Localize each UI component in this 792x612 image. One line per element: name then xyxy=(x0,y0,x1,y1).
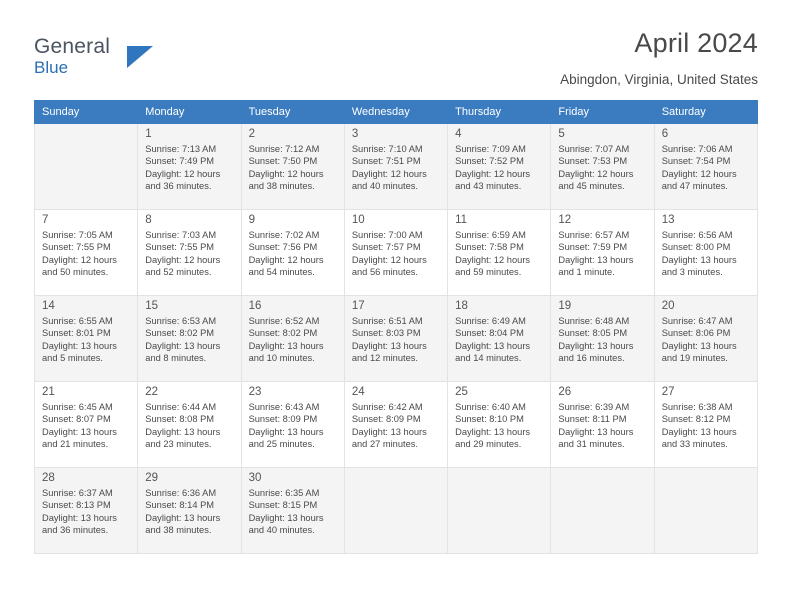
calendar-day-cell[interactable] xyxy=(138,124,241,210)
day-info-line: Sunrise: 7:00 AM xyxy=(351,230,423,240)
day-info-line: Daylight: 13 hours xyxy=(145,340,221,351)
day-info-line: Sunrise: 6:37 AM xyxy=(42,488,113,498)
day-info-line: Daylight: 13 hours xyxy=(42,340,117,351)
day-info-line: Sunrise: 7:09 AM xyxy=(455,144,526,154)
calendar-day-cell[interactable] xyxy=(35,468,138,554)
day-info xyxy=(145,229,235,279)
day-info-line: Sunset: 8:09 PM xyxy=(351,414,421,425)
day-info-line: and 10 minutes. xyxy=(248,353,315,364)
day-info-line: Sunset: 8:05 PM xyxy=(558,328,628,339)
calendar-day-cell[interactable] xyxy=(654,296,757,382)
day-info-line: Sunset: 7:50 PM xyxy=(248,156,318,167)
day-info-line: Sunset: 8:10 PM xyxy=(455,414,524,425)
day-info-line: Sunset: 7:59 PM xyxy=(558,242,628,253)
calendar-day-cell[interactable] xyxy=(448,124,551,210)
day-info-line: Sunset: 7:52 PM xyxy=(455,156,524,167)
calendar-day-cell[interactable] xyxy=(35,382,138,468)
calendar-day-cell[interactable] xyxy=(344,382,447,468)
day-info xyxy=(662,401,752,451)
day-info-line: Daylight: 13 hours xyxy=(455,340,531,351)
day-info xyxy=(249,487,339,537)
day-info-line: Sunrise: 6:44 AM xyxy=(145,402,217,412)
day-number: 1 xyxy=(145,128,152,140)
weekday-saturday: Saturday xyxy=(654,101,757,124)
day-info xyxy=(455,401,545,451)
calendar-day-cell[interactable] xyxy=(241,210,344,296)
calendar-day-cell[interactable] xyxy=(448,382,551,468)
day-info-line: and 27 minutes. xyxy=(351,439,418,450)
day-info-line: Sunrise: 6:57 AM xyxy=(558,230,630,240)
day-info-line: Daylight: 12 hours xyxy=(42,254,117,265)
day-number: 16 xyxy=(248,300,262,312)
calendar-day-cell[interactable] xyxy=(654,210,757,296)
day-info-line: Sunset: 8:12 PM xyxy=(661,414,731,425)
day-info-line: Daylight: 12 hours xyxy=(351,168,427,179)
day-info-line: Sunset: 7:53 PM xyxy=(558,156,628,167)
day-number: 13 xyxy=(661,214,675,226)
calendar-week-row xyxy=(35,468,758,554)
day-info-line: and 40 minutes. xyxy=(351,181,418,192)
calendar-day-cell[interactable] xyxy=(138,210,241,296)
day-info-line: and 23 minutes. xyxy=(145,439,212,450)
calendar-day-cell[interactable] xyxy=(35,296,138,382)
day-info-line: and 40 minutes. xyxy=(248,525,315,536)
day-info-line: Sunset: 8:01 PM xyxy=(42,328,111,339)
day-number: 25 xyxy=(455,386,468,398)
day-info-line: Sunset: 8:02 PM xyxy=(145,328,215,339)
day-info xyxy=(249,401,339,451)
day-info xyxy=(249,229,339,279)
weekday-sunday: Sunday xyxy=(35,101,138,124)
calendar-day-cell[interactable] xyxy=(138,296,241,382)
calendar-day-cell[interactable] xyxy=(35,210,138,296)
day-info xyxy=(455,315,545,365)
day-info-line: Daylight: 13 hours xyxy=(248,512,324,523)
day-info xyxy=(558,401,648,451)
day-info-line: and 50 minutes. xyxy=(42,267,109,278)
day-info-line: Sunrise: 6:52 AM xyxy=(248,316,320,326)
day-info-line: and 1 minute. xyxy=(558,267,615,278)
day-info-line: and 31 minutes. xyxy=(558,439,625,450)
day-info-line: Daylight: 13 hours xyxy=(145,426,221,437)
day-info-line: Daylight: 13 hours xyxy=(558,254,634,265)
day-info-line: Daylight: 12 hours xyxy=(351,254,427,265)
day-info-line: Sunrise: 6:55 AM xyxy=(42,316,113,326)
calendar-day-cell[interactable] xyxy=(241,124,344,210)
day-info-line: Sunset: 7:49 PM xyxy=(145,156,215,167)
day-info-line: Sunrise: 7:03 AM xyxy=(145,230,217,240)
calendar-day-cell[interactable] xyxy=(138,468,241,554)
day-info-line: Sunset: 7:55 PM xyxy=(145,242,215,253)
day-info-line: and 59 minutes. xyxy=(455,267,522,278)
day-info-line: Sunset: 8:07 PM xyxy=(42,414,111,425)
day-info-line: and 45 minutes. xyxy=(558,181,625,192)
day-info-line: Daylight: 13 hours xyxy=(351,340,427,351)
day-info-line: and 29 minutes. xyxy=(455,439,522,450)
day-number: 24 xyxy=(351,386,365,398)
calendar-week-row xyxy=(35,210,758,296)
day-info-line: Sunset: 8:14 PM xyxy=(145,500,215,511)
day-info-line: and 56 minutes. xyxy=(351,267,418,278)
day-info xyxy=(42,487,132,537)
day-info-line: and 16 minutes. xyxy=(558,353,625,364)
day-info-line: Daylight: 13 hours xyxy=(42,512,117,523)
day-info-line: Sunrise: 7:12 AM xyxy=(248,144,320,154)
day-info-line: Daylight: 13 hours xyxy=(661,340,737,351)
day-info-line: Sunset: 8:00 PM xyxy=(661,242,731,253)
calendar-day-cell[interactable] xyxy=(241,468,344,554)
day-info-line: Sunrise: 6:39 AM xyxy=(558,402,630,412)
weekday-friday: Friday xyxy=(551,101,654,124)
calendar-day-cell[interactable] xyxy=(344,124,447,210)
day-number: 28 xyxy=(42,472,55,484)
day-number: 18 xyxy=(455,300,468,312)
day-number: 21 xyxy=(42,386,55,398)
calendar-cell-empty xyxy=(448,468,551,554)
day-info-line: Sunset: 7:51 PM xyxy=(351,156,421,167)
day-number: 9 xyxy=(248,214,255,226)
day-info-line: and 38 minutes. xyxy=(145,525,212,536)
day-info xyxy=(558,143,648,193)
page-header xyxy=(34,28,758,88)
calendar-week-row xyxy=(35,382,758,468)
day-info-line: Sunrise: 7:10 AM xyxy=(351,144,423,154)
day-info-line: Daylight: 12 hours xyxy=(558,168,634,179)
day-number: 12 xyxy=(558,214,572,226)
day-info-line: and 38 minutes. xyxy=(248,181,315,192)
day-number: 6 xyxy=(661,128,669,140)
day-info-line: Sunrise: 6:47 AM xyxy=(661,316,733,326)
day-info-line: Daylight: 13 hours xyxy=(455,426,531,437)
day-info xyxy=(352,143,442,193)
calendar-cell-empty xyxy=(344,468,447,554)
day-info-line: Daylight: 13 hours xyxy=(351,426,427,437)
calendar-day-cell[interactable] xyxy=(448,210,551,296)
day-number: 17 xyxy=(351,300,365,312)
calendar-cell-empty xyxy=(551,468,654,554)
day-info-line: and 47 minutes. xyxy=(661,181,728,192)
day-info-line: Daylight: 13 hours xyxy=(661,254,737,265)
day-info-line: Sunrise: 6:48 AM xyxy=(558,316,630,326)
day-info xyxy=(662,143,752,193)
day-info xyxy=(249,315,339,365)
day-info xyxy=(42,229,132,279)
calendar-day-cell[interactable] xyxy=(344,296,447,382)
logo-text-blue: Blue xyxy=(34,58,69,77)
day-info-line: Sunrise: 6:53 AM xyxy=(145,316,217,326)
day-number: 27 xyxy=(661,386,675,398)
day-info-line: and 3 minutes. xyxy=(661,267,723,278)
calendar-day-cell[interactable] xyxy=(448,296,551,382)
day-info xyxy=(145,401,235,451)
day-number: 11 xyxy=(455,214,468,226)
day-info xyxy=(558,315,648,365)
day-info xyxy=(352,315,442,365)
weekday-wednesday: Wednesday xyxy=(344,101,447,124)
day-info-line: Sunrise: 6:40 AM xyxy=(455,402,526,412)
day-info xyxy=(352,229,442,279)
day-info-line: Sunset: 8:04 PM xyxy=(455,328,524,339)
day-info-line: Daylight: 12 hours xyxy=(248,168,324,179)
day-info-line: Sunset: 8:13 PM xyxy=(42,500,111,511)
day-info-line: Sunset: 7:58 PM xyxy=(455,242,524,253)
day-info-line: Sunrise: 7:07 AM xyxy=(558,144,630,154)
day-info xyxy=(455,143,545,193)
calendar-day-cell[interactable] xyxy=(241,296,344,382)
day-info-line: Sunrise: 6:43 AM xyxy=(248,402,320,412)
day-info-line: and 36 minutes. xyxy=(145,181,212,192)
day-info-line: Sunrise: 6:59 AM xyxy=(455,230,526,240)
day-number: 5 xyxy=(558,128,565,140)
day-info-line: Sunset: 8:03 PM xyxy=(351,328,421,339)
day-info-line: Daylight: 12 hours xyxy=(145,168,221,179)
calendar-day-cell[interactable] xyxy=(654,382,757,468)
day-info-line: and 14 minutes. xyxy=(455,353,522,364)
day-info-line: Daylight: 13 hours xyxy=(661,426,737,437)
day-info-line: and 54 minutes. xyxy=(248,267,315,278)
day-number: 14 xyxy=(42,300,55,312)
day-info-line: Sunrise: 6:42 AM xyxy=(351,402,423,412)
day-info-line: Daylight: 12 hours xyxy=(455,254,531,265)
day-info-line: Daylight: 12 hours xyxy=(661,168,737,179)
calendar-day-cell[interactable] xyxy=(551,124,654,210)
day-info-line: Sunset: 7:56 PM xyxy=(248,242,318,253)
day-number: 15 xyxy=(145,300,159,312)
day-number: 23 xyxy=(248,386,262,398)
day-number: 3 xyxy=(351,128,359,140)
calendar-day-cell[interactable] xyxy=(654,124,757,210)
calendar-day-cell[interactable] xyxy=(241,382,344,468)
day-info-line: Sunset: 8:06 PM xyxy=(661,328,731,339)
day-info xyxy=(42,315,132,365)
day-number: 7 xyxy=(42,214,49,226)
day-info-line: and 8 minutes. xyxy=(145,353,207,364)
day-info xyxy=(558,229,648,279)
day-info-line: Sunset: 7:54 PM xyxy=(661,156,731,167)
day-info-line: and 43 minutes. xyxy=(455,181,522,192)
calendar-cell-empty xyxy=(35,124,138,210)
day-info xyxy=(249,143,339,193)
day-info xyxy=(455,229,545,279)
day-info xyxy=(662,315,752,365)
day-info xyxy=(662,229,752,279)
day-info-line: Daylight: 13 hours xyxy=(248,426,324,437)
day-info-line: Sunrise: 6:38 AM xyxy=(661,402,733,412)
day-info-line: Sunrise: 6:49 AM xyxy=(455,316,526,326)
logo-text-general: General xyxy=(34,35,111,58)
location-label: Abingdon, Virginia, United States xyxy=(560,72,758,87)
day-info-line: Sunset: 8:08 PM xyxy=(145,414,215,425)
calendar-day-cell[interactable] xyxy=(551,210,654,296)
day-info-line: Sunrise: 7:02 AM xyxy=(248,230,320,240)
day-info-line: Sunset: 8:15 PM xyxy=(248,500,318,511)
day-info-line: Sunrise: 6:56 AM xyxy=(661,230,733,240)
day-info xyxy=(145,487,235,537)
calendar-cell-empty xyxy=(654,468,757,554)
day-number: 26 xyxy=(558,386,572,398)
day-info-line: Sunset: 7:57 PM xyxy=(351,242,421,253)
calendar-day-cell[interactable] xyxy=(344,210,447,296)
day-info-line: Sunset: 8:09 PM xyxy=(248,414,318,425)
calendar-table xyxy=(34,100,758,554)
day-number: 19 xyxy=(558,300,572,312)
day-info-line: Sunrise: 6:51 AM xyxy=(351,316,423,326)
day-info-line: Sunrise: 7:06 AM xyxy=(661,144,733,154)
day-info-line: Sunrise: 6:36 AM xyxy=(145,488,217,498)
day-info-line: Sunset: 7:55 PM xyxy=(42,242,111,253)
day-info-line: and 33 minutes. xyxy=(661,439,728,450)
day-number: 30 xyxy=(248,472,262,484)
day-number: 29 xyxy=(145,472,159,484)
page-title: April 2024 xyxy=(634,28,758,58)
day-info-line: Daylight: 12 hours xyxy=(145,254,221,265)
calendar-day-cell[interactable] xyxy=(138,382,241,468)
day-info-line: Daylight: 12 hours xyxy=(248,254,324,265)
day-number: 8 xyxy=(145,214,152,226)
calendar-day-cell[interactable] xyxy=(551,296,654,382)
day-info-line: Sunset: 8:11 PM xyxy=(558,414,627,425)
logo xyxy=(34,36,234,77)
day-info-line: Sunrise: 7:05 AM xyxy=(42,230,113,240)
weekday-monday: Monday xyxy=(138,101,241,124)
day-info-line: Daylight: 13 hours xyxy=(42,426,117,437)
day-info xyxy=(352,401,442,451)
day-info-line: Sunrise: 6:35 AM xyxy=(248,488,320,498)
calendar-week-row xyxy=(35,124,758,210)
day-number: 22 xyxy=(145,386,159,398)
day-number: 2 xyxy=(248,128,255,140)
blue-flag-icon xyxy=(127,46,153,68)
day-info-line: Sunrise: 7:13 AM xyxy=(145,144,217,154)
day-info-line: Daylight: 13 hours xyxy=(145,512,221,523)
calendar-day-cell[interactable] xyxy=(551,382,654,468)
day-info-line: and 52 minutes. xyxy=(145,267,212,278)
day-info xyxy=(145,143,235,193)
day-info-line: and 21 minutes. xyxy=(42,439,109,450)
day-info-line: and 5 minutes. xyxy=(42,353,103,364)
day-info-line: Sunset: 8:02 PM xyxy=(248,328,318,339)
weekday-tuesday: Tuesday xyxy=(241,101,344,124)
day-info-line: and 36 minutes. xyxy=(42,525,109,536)
day-info xyxy=(42,401,132,451)
weekday-thursday: Thursday xyxy=(448,101,551,124)
day-info-line: and 19 minutes. xyxy=(661,353,728,364)
day-number: 20 xyxy=(661,300,675,312)
day-info-line: Daylight: 13 hours xyxy=(248,340,324,351)
day-number: 10 xyxy=(351,214,365,226)
day-info-line: and 25 minutes. xyxy=(248,439,315,450)
day-info-line: and 12 minutes. xyxy=(351,353,418,364)
weekday-header-row xyxy=(35,101,758,124)
day-info-line: Daylight: 13 hours xyxy=(558,340,634,351)
calendar-week-row xyxy=(35,296,758,382)
day-number: 4 xyxy=(455,128,462,140)
day-info-line: Daylight: 12 hours xyxy=(455,168,531,179)
day-info xyxy=(145,315,235,365)
day-info-line: Sunrise: 6:45 AM xyxy=(42,402,113,412)
day-info-line: Daylight: 13 hours xyxy=(558,426,634,437)
